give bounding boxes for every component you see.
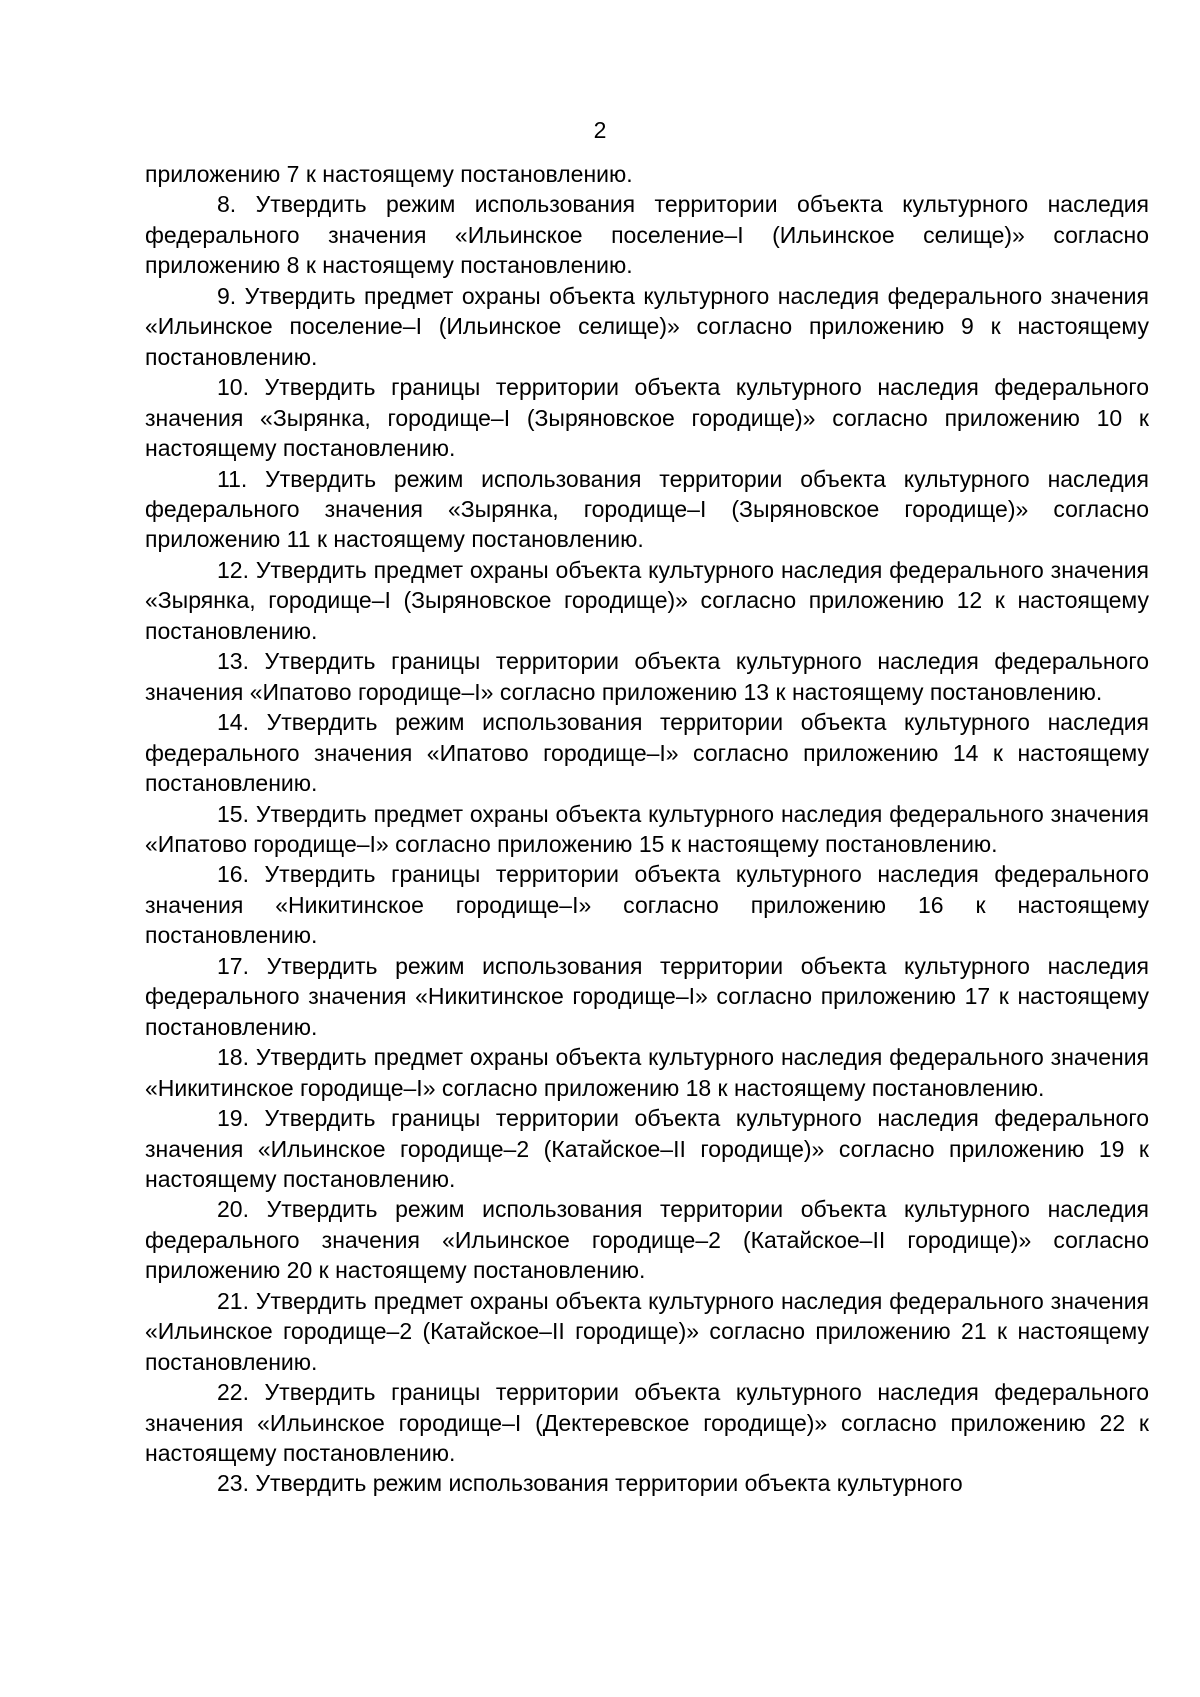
paragraph-item-18: 18. Утвердить предмет охраны объекта культурного наследия федерального значения «Никитинское городище–I» согласно приложению 18 к настоящему постановлению. [145,1044,1149,1101]
paragraph-item-21: 21. Утвердить предмет охраны объекта культурного наследия федерального значения «Ильинское городище–2 (Катайское–II городище)» согласно приложению 21 к настоящему постановлению. [145,1287,1149,1375]
document-body [145,159,1149,1499]
paragraph-item-12: 12. Утвердить предмет охраны объекта культурного наследия федерального значения «Зырянка, городище–I (Зыряновское городище)» согласно приложению 12 к настоящему постановлению. [145,556,1149,644]
paragraph-item-20: 20. Утвердить режим использования территории объекта культурного наследия федерального значения «Ильинское городище–2 (Катайское–II городище)» согласно приложению 20 к настоящему постановлению. [145,1196,1149,1284]
paragraph-item-11: 11. Утвердить режим использования территории объекта культурного наследия федерального значения «Зырянка, городище–I (Зыряновское городище)» согласно приложению 11 к настоящему постановлению. [145,465,1149,553]
paragraph-item-15: 15. Утвердить предмет охраны объекта культурного наследия федерального значения «Ипатово городище–I» согласно приложению 15 к настоящему постановлению. [145,800,1149,857]
paragraph-item-22: 22. Утвердить границы территории объекта культурного наследия федерального значения «Ильинское городище–I (Дектеревское городище)» согласно приложению 22 к настоящему постановлению. [145,1379,1149,1467]
paragraph-item-23: 23. Утвердить режим использования территории объекта культурного [217,1470,963,1497]
paragraph-item-19: 19. Утвердить границы территории объекта культурного наследия федерального значения «Ильинское городище–2 (Катайское–II городище)» согласно приложению 19 к настоящему постановлению. [145,1105,1149,1192]
paragraph-continuation: приложению 7 к настоящему постановлению. [145,161,633,187]
paragraph-item-17: 17. Утвердить режим использования территории объекта культурного наследия федерального значения «Никитинское городище–I» согласно приложению 17 к настоящему постановлению. [145,952,1149,1040]
page-number: 2 [593,117,607,143]
paragraph-item-10: 10. Утвердить границы территории объекта культурного наследия федерального значения «Зырянка, городище–I (Зыряновское городище)» согласно приложению 10 к настоящему постановлению. [145,374,1149,462]
paragraph-item-14: 14. Утвердить режим использования территории объекта культурного наследия федерального значения «Ипатово городище–I» согласно приложению 14 к настоящему постановлению. [145,709,1149,797]
paragraph-item-9: 9. Утвердить предмет охраны объекта культурного наследия федерального значения «Ильинское поселение–I (Ильинское селище)» согласно приложению 9 к настоящему постановлению. [145,282,1149,370]
paragraph-item-16: 16. Утвердить границы территории объекта культурного наследия федерального значения «Никитинское городище–I» согласно приложению 16 к настоящему постановлению. [145,861,1149,949]
paragraph-item-8: 8. Утвердить режим использования территории объекта культурного наследия федерального значения «Ильинское поселение–I (Ильинское селище)» согласно приложению 8 к настоящему постановлению. [145,191,1149,279]
paragraph-item-13: 13. Утвердить границы территории объекта культурного наследия федерального значения «Ипатово городище–I» согласно приложению 13 к настоящему постановлению. [145,648,1149,705]
